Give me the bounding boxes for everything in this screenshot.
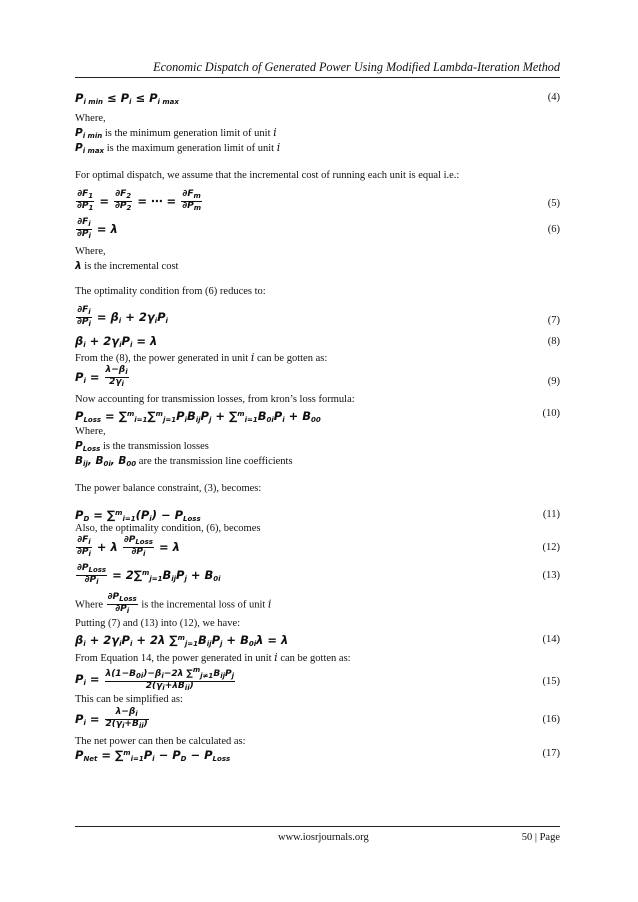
- equation-11: $P_D = \sum^m_{i=1}(P_i) - P_{Loss}$: [75, 508, 201, 523]
- equation-4: $P_{i min} \le P_i \le P_{i max}$: [75, 91, 179, 106]
- from-8-text-a: From the (8), the power generated in unit: [75, 353, 249, 364]
- from-8-text-b: can be gotten as:: [256, 353, 328, 364]
- from-14-text: [75, 651, 560, 665]
- equation-number-17: (17): [542, 748, 560, 759]
- where-label: Where,: [75, 113, 106, 124]
- equation-number-6: (6): [547, 224, 560, 235]
- equation-14: $\beta_i + 2\gamma_iP_i + 2\lambda$ $\sum^m_{j=1}B_{ij}P_j + B_{0i}\lambda = \lambda$: [75, 633, 289, 648]
- equation-6: $\frac{\partial F_i}{\partial P_i}$ = λ: [77, 217, 118, 240]
- from-14-text-a: From Equation 14, the power generated in unit: [75, 653, 272, 664]
- equation-15: $P_i$ = $\frac{\lambda(1-B_{0i})-\beta_i-2\lambda \sum^m_{j\ne 1}B_{ij}P_j}{2(\gamma_i+\lambda B_{ii})}$: [75, 666, 235, 692]
- equation-8: $\beta_i + 2\gamma_iP_i = \lambda$: [75, 334, 158, 349]
- pmax-definition-text: is the maximum generation limit of unit: [106, 143, 275, 154]
- bij-definition-text: are the transmission line coefficients: [138, 456, 293, 467]
- simplified-text: This can be simplified as:: [75, 694, 183, 705]
- balance-text: The power balance constraint, (3), becomes:: [75, 483, 262, 494]
- equation-5: $\frac{\partial F_1}{\partial P_1}$ = $\frac{\partial F_2}{\partial P_2}$ = ⋯ = $\frac{\partial F_m}{\partial P_m}$: [77, 189, 201, 212]
- pmax-definition: $P_{i max}$ is the maximum generation limit of unit i: [75, 141, 281, 155]
- equation-number-8: (8): [547, 336, 560, 347]
- ploss-definition-text: is the transmission losses: [102, 441, 209, 452]
- equation-13: $\frac{\partial P_{Loss}}{\partial P_i}$ = $2\sum^m_{j=1}B_{ij}P_j + B_{0i}$: [77, 563, 221, 586]
- running-title: Economic Dispatch of Generated Power Using Modified Lambda-Iteration Method: [153, 60, 560, 74]
- net-power-text: The net power can then be calculated as:: [75, 736, 246, 747]
- unit-variable: i: [276, 141, 281, 154]
- incremental-loss-text-a: Where: [75, 599, 103, 611]
- unit-variable: i: [273, 126, 277, 139]
- lambda-definition: [75, 259, 560, 273]
- incremental-loss-text-b: is the incremental loss of unit: [141, 599, 266, 611]
- equation-number-9: (9): [547, 376, 560, 387]
- putting-text: Putting (7) and (13) into (12), we have:: [75, 618, 241, 629]
- equation-17: $P_{Net} = \sum^m_{i=1}P_i - P_D - P_{Loss}$: [75, 748, 231, 763]
- equation-number-16: (16): [542, 714, 560, 725]
- where-label: Where,: [75, 426, 106, 437]
- equation-number-5: (5): [547, 198, 560, 209]
- equation-number-12: (12): [542, 542, 560, 553]
- footer-site: www.iosrjournals.org: [278, 832, 369, 843]
- equation-9: $P_i$ = $\frac{\lambda-\beta_i}{2\gamma_i}$: [75, 365, 128, 388]
- equation-16: $P_i$ = $\frac{\lambda-\beta_i}{2(\gamma_i+B_{ii})}$: [75, 707, 148, 730]
- unit-variable: i: [250, 351, 255, 364]
- header-rule: [75, 77, 560, 78]
- optimal-dispatch-text: For optimal dispatch, we assume that the incremental cost of running each unit is equal i.e.:: [75, 170, 460, 181]
- from-14-text-b: can be gotten as:: [280, 653, 351, 664]
- equation-number-14: (14): [542, 634, 560, 645]
- bij-definition: $B_{ij}$, $B_{0i}$, $B_{00}$ are the transmission line coefficients: [75, 455, 293, 468]
- optimality-text: The optimality condition from (6) reduces to:: [75, 286, 266, 297]
- footer-rule: [75, 826, 560, 827]
- equation-number-13: (13): [542, 570, 560, 581]
- equation-10: $P_{Loss} = \sum^m_{i=1}\sum^m_{j=1}P_iB_{ij}P_j + \sum^m_{i=1}B_{0i}P_i + B_{00}$: [75, 409, 321, 424]
- kron-text: Now accounting for transmission losses, from kron’s loss formula:: [75, 394, 355, 405]
- equation-number-10: (10): [542, 408, 560, 419]
- where-label: Where,: [75, 246, 106, 257]
- from-8-text: [75, 351, 560, 365]
- equation-number-4: (4): [547, 92, 560, 103]
- equation-7: $\frac{\partial F_i}{\partial P_i}$ = $\beta_i + 2\gamma_iP_i$: [77, 305, 168, 328]
- pmin-definition: $P_{i min}$ is the minimum generation limit of unit i: [75, 126, 277, 140]
- unit-variable: i: [267, 597, 272, 611]
- unit-variable: i: [274, 651, 278, 664]
- equation-12: $\frac{\partial F_i}{\partial P_i}$ + λ $\frac{\partial P_{Loss}}{\partial P_i}$ = λ: [77, 535, 180, 558]
- pmin-definition-text: is the minimum generation limit of unit: [104, 128, 271, 139]
- lambda-definition-text: is the incremental cost: [84, 261, 179, 272]
- incremental-loss-text: Where $\frac{\partial P_{Loss}}{\partial P_i}$ is the incremental loss of unit i: [75, 592, 272, 615]
- equation-number-7: (7): [547, 315, 560, 326]
- footer-page: 50 | Page: [521, 832, 560, 843]
- equation-number-15: (15): [542, 676, 560, 687]
- ploss-definition: $P_{Loss}$ is the transmission losses: [75, 440, 209, 453]
- equation-number-11: (11): [542, 509, 560, 520]
- also-text: Also, the optimality condition, (6), becomes: [75, 523, 261, 534]
- lambda-symbol: λ: [75, 260, 82, 272]
